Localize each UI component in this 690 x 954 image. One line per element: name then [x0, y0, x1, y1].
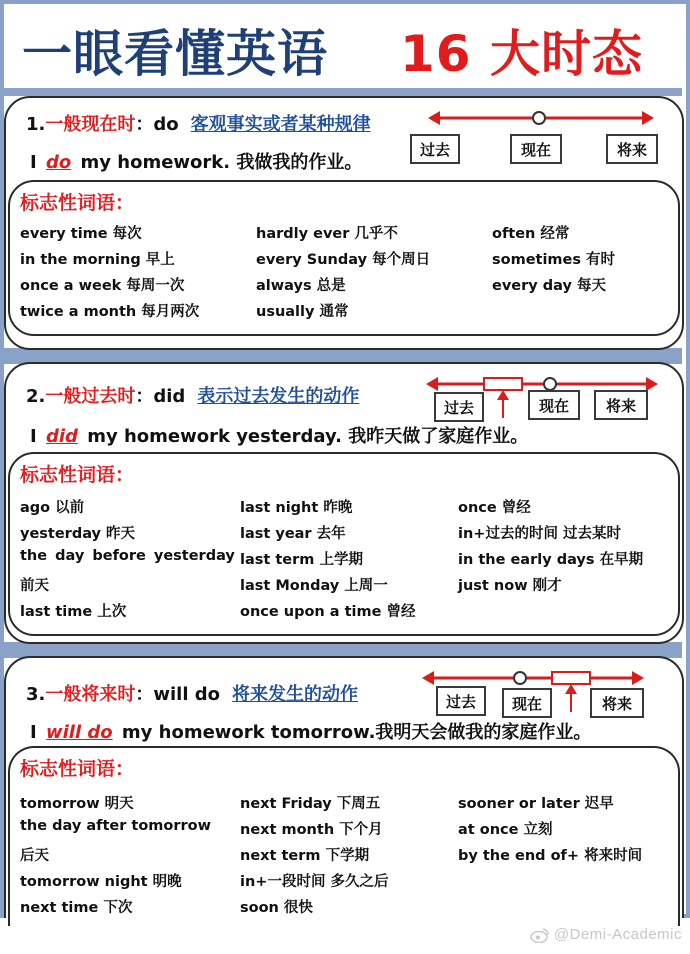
marker-word: next month 下个月 — [240, 822, 383, 838]
marker-word: just now 刚才 — [458, 578, 562, 594]
weibo-logo-icon — [530, 927, 550, 943]
marker-word: last Monday 上周一 — [240, 578, 388, 594]
marker-word: always 总是 — [256, 278, 346, 294]
marker-word: 后天 — [20, 848, 49, 864]
example-verb: will do — [45, 722, 113, 743]
marker-word: once upon a time 曾经 — [240, 604, 416, 620]
page-title: 一眼看懂英语 — [22, 25, 328, 83]
timeline-future-label: 将来 — [590, 688, 644, 718]
marker-word: last term 上学期 — [240, 552, 363, 568]
marker-word: at once 立刻 — [458, 822, 553, 838]
marker-words-box — [8, 746, 680, 926]
example-verb: did — [45, 426, 78, 447]
marker-word: tomorrow night 明晚 — [20, 874, 182, 890]
marker-word: every day 每天 — [492, 278, 606, 294]
header — [0, 0, 682, 88]
marker-word: tomorrow 明天 — [20, 796, 134, 812]
marker-word: yesterday 昨天 — [20, 526, 136, 542]
timeline-now-label: 现在 — [502, 688, 552, 718]
marker-word: next time 下次 — [20, 900, 133, 916]
marker-word: in the morning 早上 — [20, 252, 175, 268]
tense-name: 一般过去时 — [45, 386, 136, 407]
marker-words-box — [8, 452, 680, 636]
timeline-past-label: 过去 — [436, 686, 486, 716]
divider — [0, 88, 682, 96]
tense-form: ：do — [135, 114, 179, 135]
tense-description: 将来发生的动作 — [232, 684, 359, 705]
tense-description: 表示过去发生的动作 — [197, 386, 360, 407]
marker-word: the day after tomorrow — [20, 818, 212, 834]
marker-words-title: 标志性词语： — [20, 192, 135, 214]
marker-word: hardly ever 几乎不 — [256, 226, 398, 242]
section-heading: 3.一般将来时：will do 将来发生的动作 — [26, 684, 359, 705]
marker-word: last year 去年 — [240, 526, 346, 542]
marker-word: in+过去的时间 过去某时 — [458, 526, 621, 542]
marker-word: in the early days 在早期 — [458, 552, 644, 568]
marker-word: ago 以前 — [20, 500, 85, 516]
section-simple-past — [4, 362, 684, 644]
marker-word: twice a month 每月两次 — [20, 304, 200, 320]
section-simple-present — [4, 96, 684, 350]
marker-word: 前天 — [20, 578, 49, 594]
example-verb: do — [45, 152, 72, 173]
example-sentence: I did my homework yesterday. 我昨天做了家庭作业。 — [30, 426, 529, 447]
timeline-now-label: 现在 — [528, 390, 580, 420]
example-sentence: I will do my homework tomorrow.我明天会做我的家庭作业。 — [30, 722, 592, 743]
watermark-text: @Demi-Academic — [553, 926, 682, 943]
marker-word: soon 很快 — [240, 900, 313, 916]
section-simple-future — [4, 656, 684, 918]
tense-name: 一般现在时 — [45, 114, 136, 135]
timeline-past-label: 过去 — [434, 392, 484, 422]
marker-word: sooner or later 迟早 — [458, 796, 614, 812]
section-heading: 1.一般现在时：do 客观事实或者某种规律 — [26, 114, 371, 135]
marker-word: once 曾经 — [458, 500, 531, 516]
marker-word: sometimes 有时 — [492, 252, 616, 268]
marker-word: usually 通常 — [256, 304, 349, 320]
marker-word: last time 上次 — [20, 604, 127, 620]
timeline-past-label: 过去 — [410, 134, 460, 164]
timeline-future-label: 将来 — [594, 390, 648, 420]
marker-words-title: 标志性词语： — [20, 758, 135, 780]
tense-description: 客观事实或者某种规律 — [190, 114, 371, 135]
marker-word: every Sunday 每个周日 — [256, 252, 431, 268]
marker-word: by the end of+ 将来时间 — [458, 848, 643, 864]
marker-words-title: 标志性词语： — [20, 464, 135, 486]
tense-form: ：did — [135, 386, 186, 407]
page-title-highlight: 16 大时态 — [400, 25, 643, 83]
tense-name: 一般将来时 — [45, 684, 136, 705]
section-heading: 2.一般过去时：did 表示过去发生的动作 — [26, 386, 360, 407]
marker-word: last night 昨晚 — [240, 500, 353, 516]
marker-word: in+一段时间 多久之后 — [240, 874, 389, 890]
marker-words-box — [8, 180, 680, 336]
example-sentence: I do my homework. 我做我的作业。 — [30, 152, 363, 173]
marker-word: once a week 每周一次 — [20, 278, 185, 294]
marker-word: the day before yesterday — [20, 548, 235, 564]
marker-word: next Friday 下周五 — [240, 796, 381, 812]
timeline-now-label: 现在 — [510, 134, 562, 164]
tense-form: ：will do — [135, 684, 221, 705]
watermark — [530, 926, 682, 943]
timeline-arrow — [426, 106, 656, 130]
marker-word: next term 下学期 — [240, 848, 370, 864]
timeline-future-label: 将来 — [606, 134, 658, 164]
marker-word: every time 每次 — [20, 226, 142, 242]
marker-word: often 经常 — [492, 226, 570, 242]
